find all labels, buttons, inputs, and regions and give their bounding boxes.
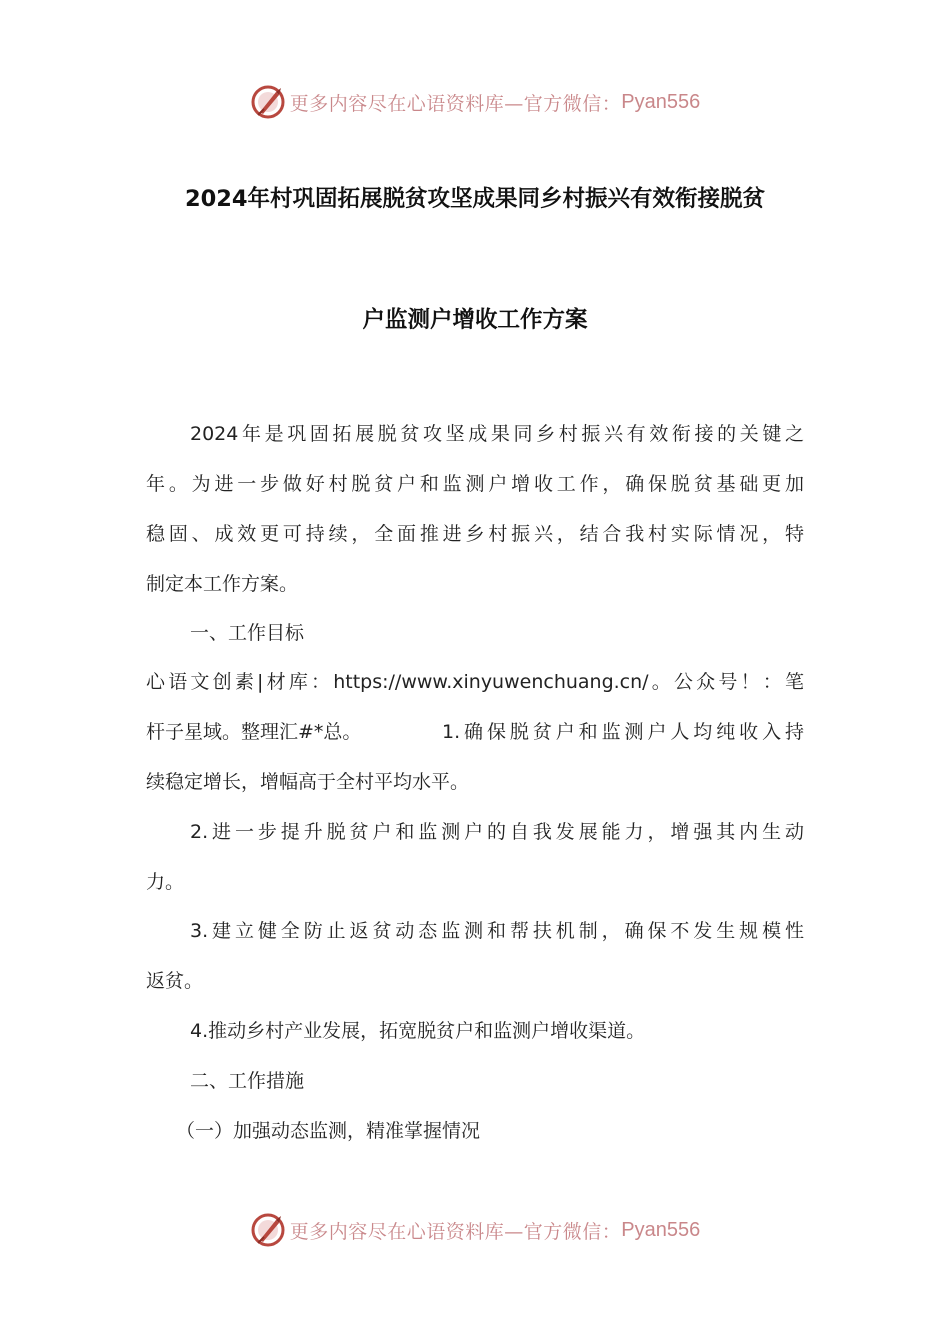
intro-line-3: 稳固、成效更可持续，全面推进乡村振兴，结合我村实际情况，特 (146, 523, 804, 545)
intro-line-2: 年。为进一步做好村脱贫户和监测户增收工作，确保脱贫基础更加 (146, 473, 804, 495)
header-banner-text: 更多内容尽在心语资料库—官方微信： (289, 92, 622, 115)
goal1-start: 1.确保脱贫户和监测户人均纯收入持 (442, 721, 804, 743)
watermark-line-2 (146, 718, 361, 746)
watermark-line-1: 心语文创素|材库：https://www.xinyuwenchuang.cn/。公众号！：笔 (146, 671, 804, 693)
goal1-continuation: 续稳定增长，增幅高于全村平均水平。 (146, 771, 470, 793)
goal2-line-1: 2.进一步提升脱贫户和监测户的自我发展能力，增强其内生动 (190, 821, 804, 843)
watermark-line-2-prefix: 杆子星域。整理汇#*总。 (146, 721, 362, 743)
document-title-line-1: 2024年村巩固拓展脱贫攻坚成果同乡村振兴有效衔接脱贫 (184, 186, 766, 212)
section1-heading: 一、工作目标 (190, 622, 305, 644)
footer-banner (0, 1208, 950, 1252)
goal3-line-2: 返贫。 (146, 970, 204, 992)
header-banner (0, 80, 950, 124)
footer-banner-text: 更多内容尽在心语资料库—官方微信： (289, 1220, 622, 1243)
quill-logo-icon (250, 1212, 286, 1248)
subsection1-heading: （一）加强动态监测，精准掌握情况 (176, 1120, 481, 1142)
quill-logo-icon (250, 84, 286, 120)
footer-wechat-id: Pyan556 (621, 1218, 701, 1241)
goal3-line-1: 3.建立健全防止返贫动态监测和帮扶机制，确保不发生规模性 (190, 920, 804, 942)
header-wechat-id: Pyan556 (621, 90, 701, 113)
intro-line-4: 制定本工作方案。 (146, 573, 299, 595)
goal4-line: 4.推动乡村产业发展，拓宽脱贫户和监测户增收渠道。 (190, 1020, 646, 1042)
section2-heading: 二、工作措施 (190, 1070, 305, 1092)
intro-line-1: 2024年是巩固拓展脱贫攻坚成果同乡村振兴有效衔接的关键之 (190, 423, 804, 445)
goal2-line-2: 力。 (146, 871, 185, 893)
document-title-line-2: 户监测户增收工作方案 (362, 307, 588, 333)
